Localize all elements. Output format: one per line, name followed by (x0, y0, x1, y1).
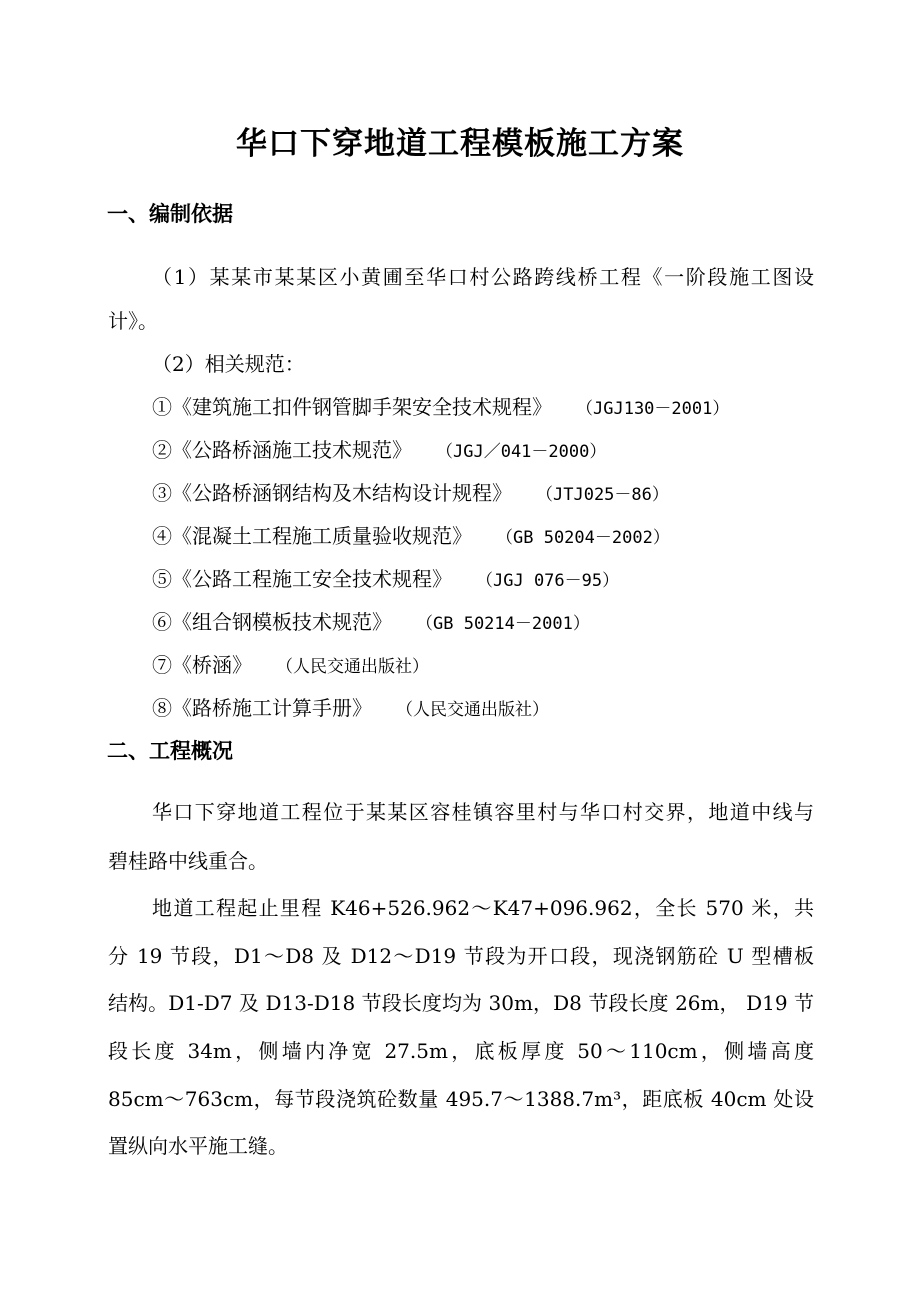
section-heading-overview: 二、工程概况 (107, 739, 233, 763)
section-heading-basis: 一、编制依据 (107, 202, 233, 226)
reference-item (152, 649, 429, 678)
reference-name: ④《混凝土工程施工质量验收规范》 (152, 524, 472, 548)
overview-para-2-line: 85cm～763cm，每节段浇筑砼数量 495.7～1388.7m³，距底板 40cm 处设 (108, 1087, 814, 1111)
basis-item-1-line-2: 计》。 (108, 309, 158, 333)
reference-code: （JGJ／041－2000） (436, 442, 607, 462)
overview-para-1-line-1: 华口下穿地道工程位于某某区容桂镇容里村与华口村交界，地道中线与 (152, 800, 814, 824)
reference-code: （人民交通出版社） (396, 700, 549, 720)
document-title: 华口下穿地道工程模板施工方案 (236, 126, 684, 162)
reference-item (152, 477, 669, 506)
reference-name: ⑦《桥涵》 (152, 653, 252, 677)
overview-para-2-line: 地道工程起止里程 K46+526.962～K47+096.962，全长 570 米，共 (152, 896, 814, 920)
reference-code: （GB 50214－2001） (416, 614, 590, 634)
overview-para-2-line: 段长度 34m，侧墙内净宽 27.5m，底板厚度 50～110cm，侧墙高度 (108, 1039, 814, 1063)
reference-name: ⑧《路桥施工计算手册》 (152, 696, 372, 720)
overview-para-2-line: 分 19 节段，D1～D8 及 D12～D19 节段为开口段，现浇钢筋砼 U 型槽板 (108, 944, 814, 968)
reference-item (152, 520, 670, 549)
overview-para-1-line-2: 碧桂路中线重合。 (108, 849, 268, 873)
basis-item-1-line-1: （1）某某市某某区小黄圃至华口村公路跨线桥工程《一阶段施工图设 (152, 265, 814, 289)
reference-name: ⑥《组合钢模板技术规范》 (152, 610, 392, 634)
reference-item (152, 434, 606, 463)
reference-name: ①《建筑施工扣件钢管脚手架安全技术规程》 (152, 395, 552, 419)
reference-code: （JGJ130－2001） (576, 399, 730, 419)
reference-item (152, 692, 549, 721)
overview-para-2-line: 置纵向水平施工缝。 (108, 1134, 288, 1158)
reference-code: （JTJ025－86） (536, 485, 669, 505)
reference-name: ②《公路桥涵施工技术规范》 (152, 438, 412, 462)
overview-para-2-line: 结构。D1-D7 及 D13-D18 节段长度均为 30m，D8 节段长度 26m， D19 节 (108, 991, 814, 1015)
reference-code: （JGJ 076－95） (476, 571, 620, 591)
basis-item-2: （2）相关规范： (152, 352, 305, 376)
reference-name: ⑤《公路工程施工安全技术规程》 (152, 567, 452, 591)
reference-item (152, 391, 729, 420)
reference-item (152, 563, 619, 592)
reference-code: （GB 50204－2002） (496, 528, 670, 548)
reference-code: （人民交通出版社） (276, 657, 429, 677)
reference-item (152, 606, 590, 635)
reference-name: ③《公路桥涵钢结构及木结构设计规程》 (152, 481, 512, 505)
